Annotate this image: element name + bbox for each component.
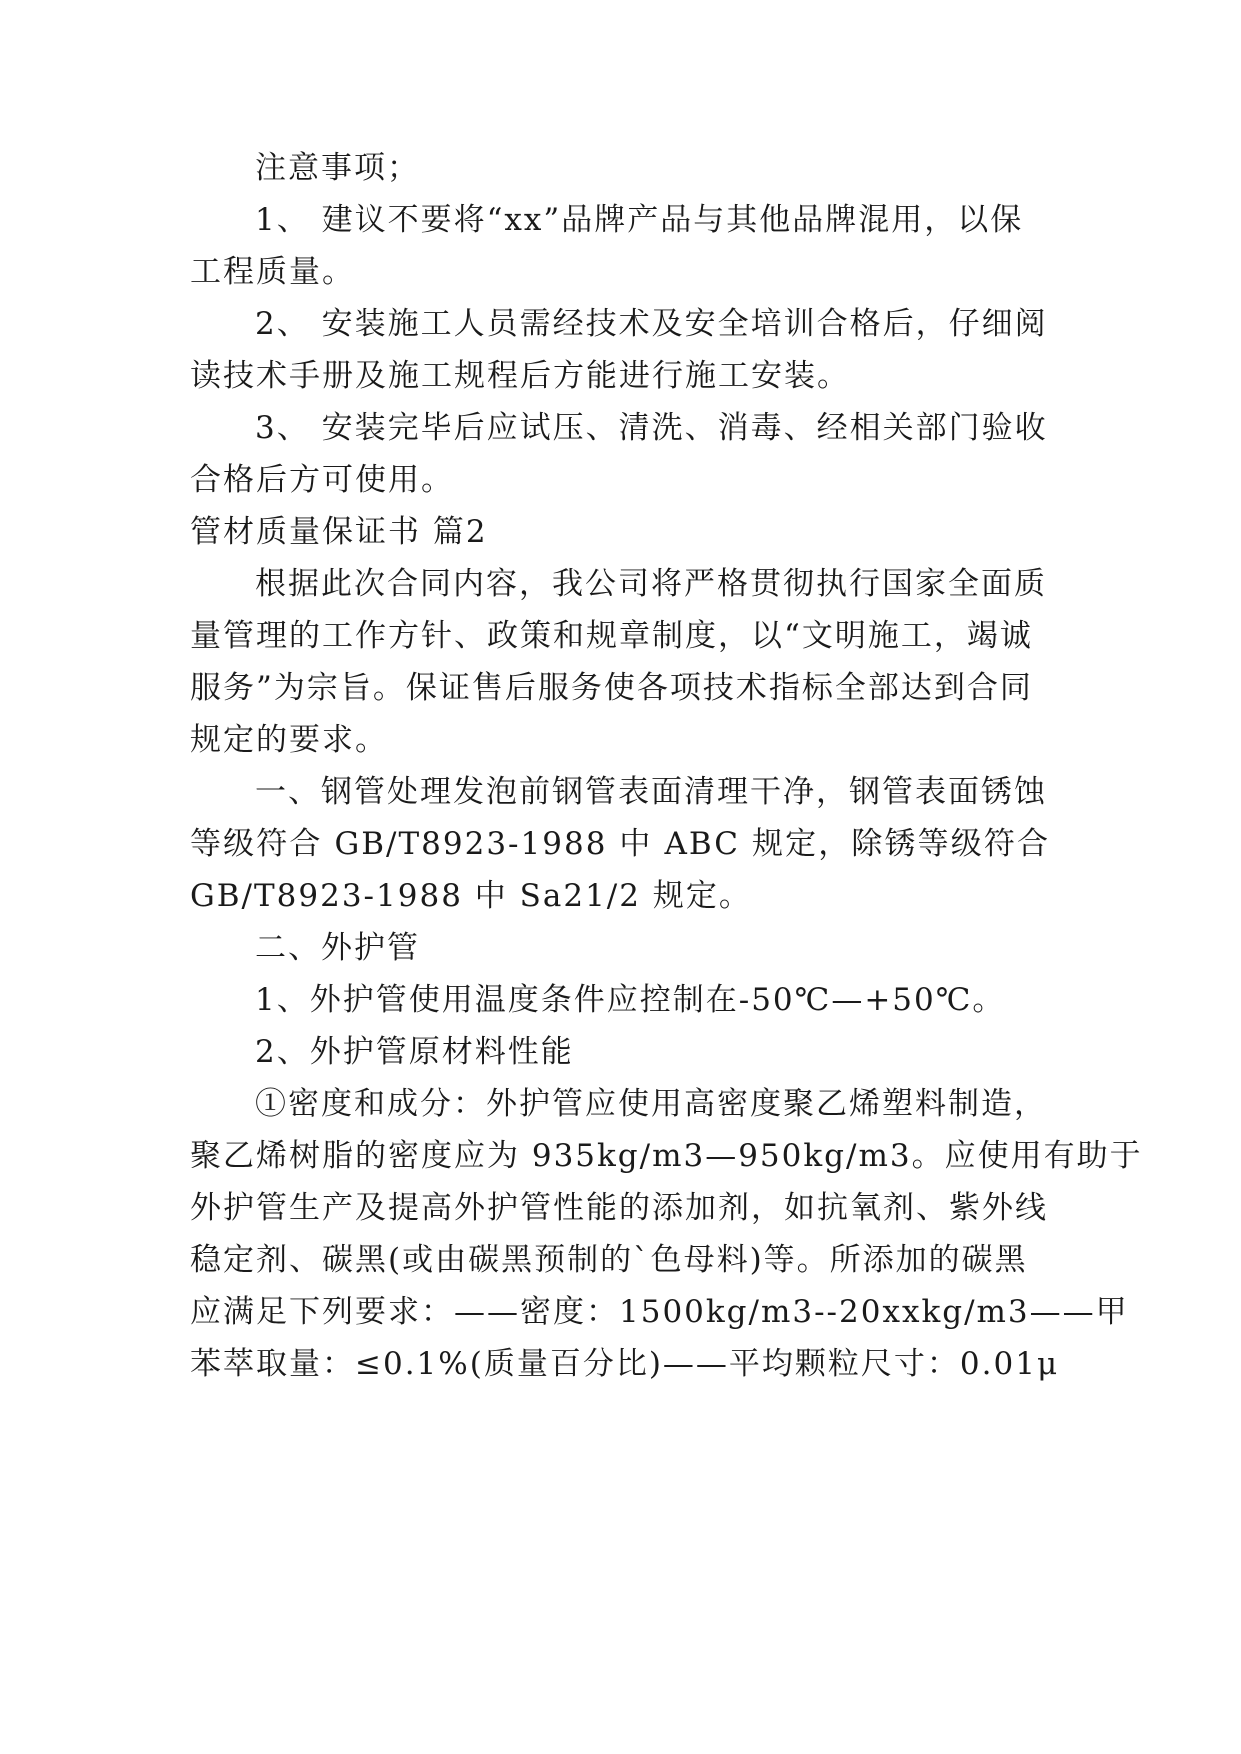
- note-3-line-1: 3、 安装完毕后应试压、清洗、消毒、经相关部门验收: [255, 410, 1048, 446]
- note-2-line-2: 读技术手册及施工规程后方能进行施工安装。: [190, 358, 850, 394]
- density-line-3: 外护管生产及提高外护管性能的添加剂，如抗氧剂、紫外线: [190, 1190, 1048, 1226]
- intro-line-1: 根据此次合同内容，我公司将严格贯彻执行国家全面质: [255, 566, 1047, 602]
- density-line-2: 聚乙烯树脂的密度应为 935kg/m3—950kg/m3。应使用有助于: [190, 1138, 1143, 1174]
- intro-line-2: 量管理的工作方针、政策和规章制度，以“文明施工，竭诚: [190, 618, 1033, 654]
- density-line-1: ①密度和成分：外护管应使用高密度聚乙烯塑料制造，: [255, 1086, 1047, 1122]
- steel-pipe-line-3: GB/T8923-1988 中 Sa21/2 规定。: [190, 878, 752, 914]
- note-3-line-2: 合格后方可使用。: [190, 462, 454, 498]
- outer-pipe-item-1: 1、外护管使用温度条件应控制在-50℃—+50℃。: [255, 982, 1006, 1018]
- note-2-line-1: 2、 安装施工人员需经技术及安全培训合格后，仔细阅: [255, 306, 1048, 342]
- notes-heading: 注意事项；: [255, 150, 420, 186]
- section-title: 管材质量保证书 篇2: [190, 514, 488, 550]
- note-1-line-1: 1、 建议不要将“xx”品牌产品与其他品牌混用，以保: [255, 202, 1024, 238]
- steel-pipe-line-2: 等级符合 GB/T8923-1988 中 ABC 规定，除锈等级符合: [190, 826, 1050, 862]
- steel-pipe-line-1: 一、钢管处理发泡前钢管表面清理干净，钢管表面锈蚀: [255, 774, 1047, 810]
- intro-line-3: 服务”为宗旨。保证售后服务使各项技术指标全部达到合同: [190, 670, 1033, 706]
- note-1-line-2: 工程质量。: [190, 254, 355, 290]
- outer-pipe-heading: 二、外护管: [255, 930, 420, 966]
- density-line-6: 苯萃取量：≤0.1%(质量百分比)——平均颗粒尺寸：0.01μ: [190, 1346, 1060, 1382]
- outer-pipe-item-2: 2、外护管原材料性能: [255, 1034, 574, 1070]
- density-line-5: 应满足下列要求：——密度：1500kg/m3--20xxkg/m3——甲: [190, 1294, 1129, 1330]
- density-line-4: 稳定剂、碳黑(或由碳黑预制的`色母料)等。所添加的碳黑: [190, 1242, 1028, 1278]
- intro-line-4: 规定的要求。: [190, 722, 388, 758]
